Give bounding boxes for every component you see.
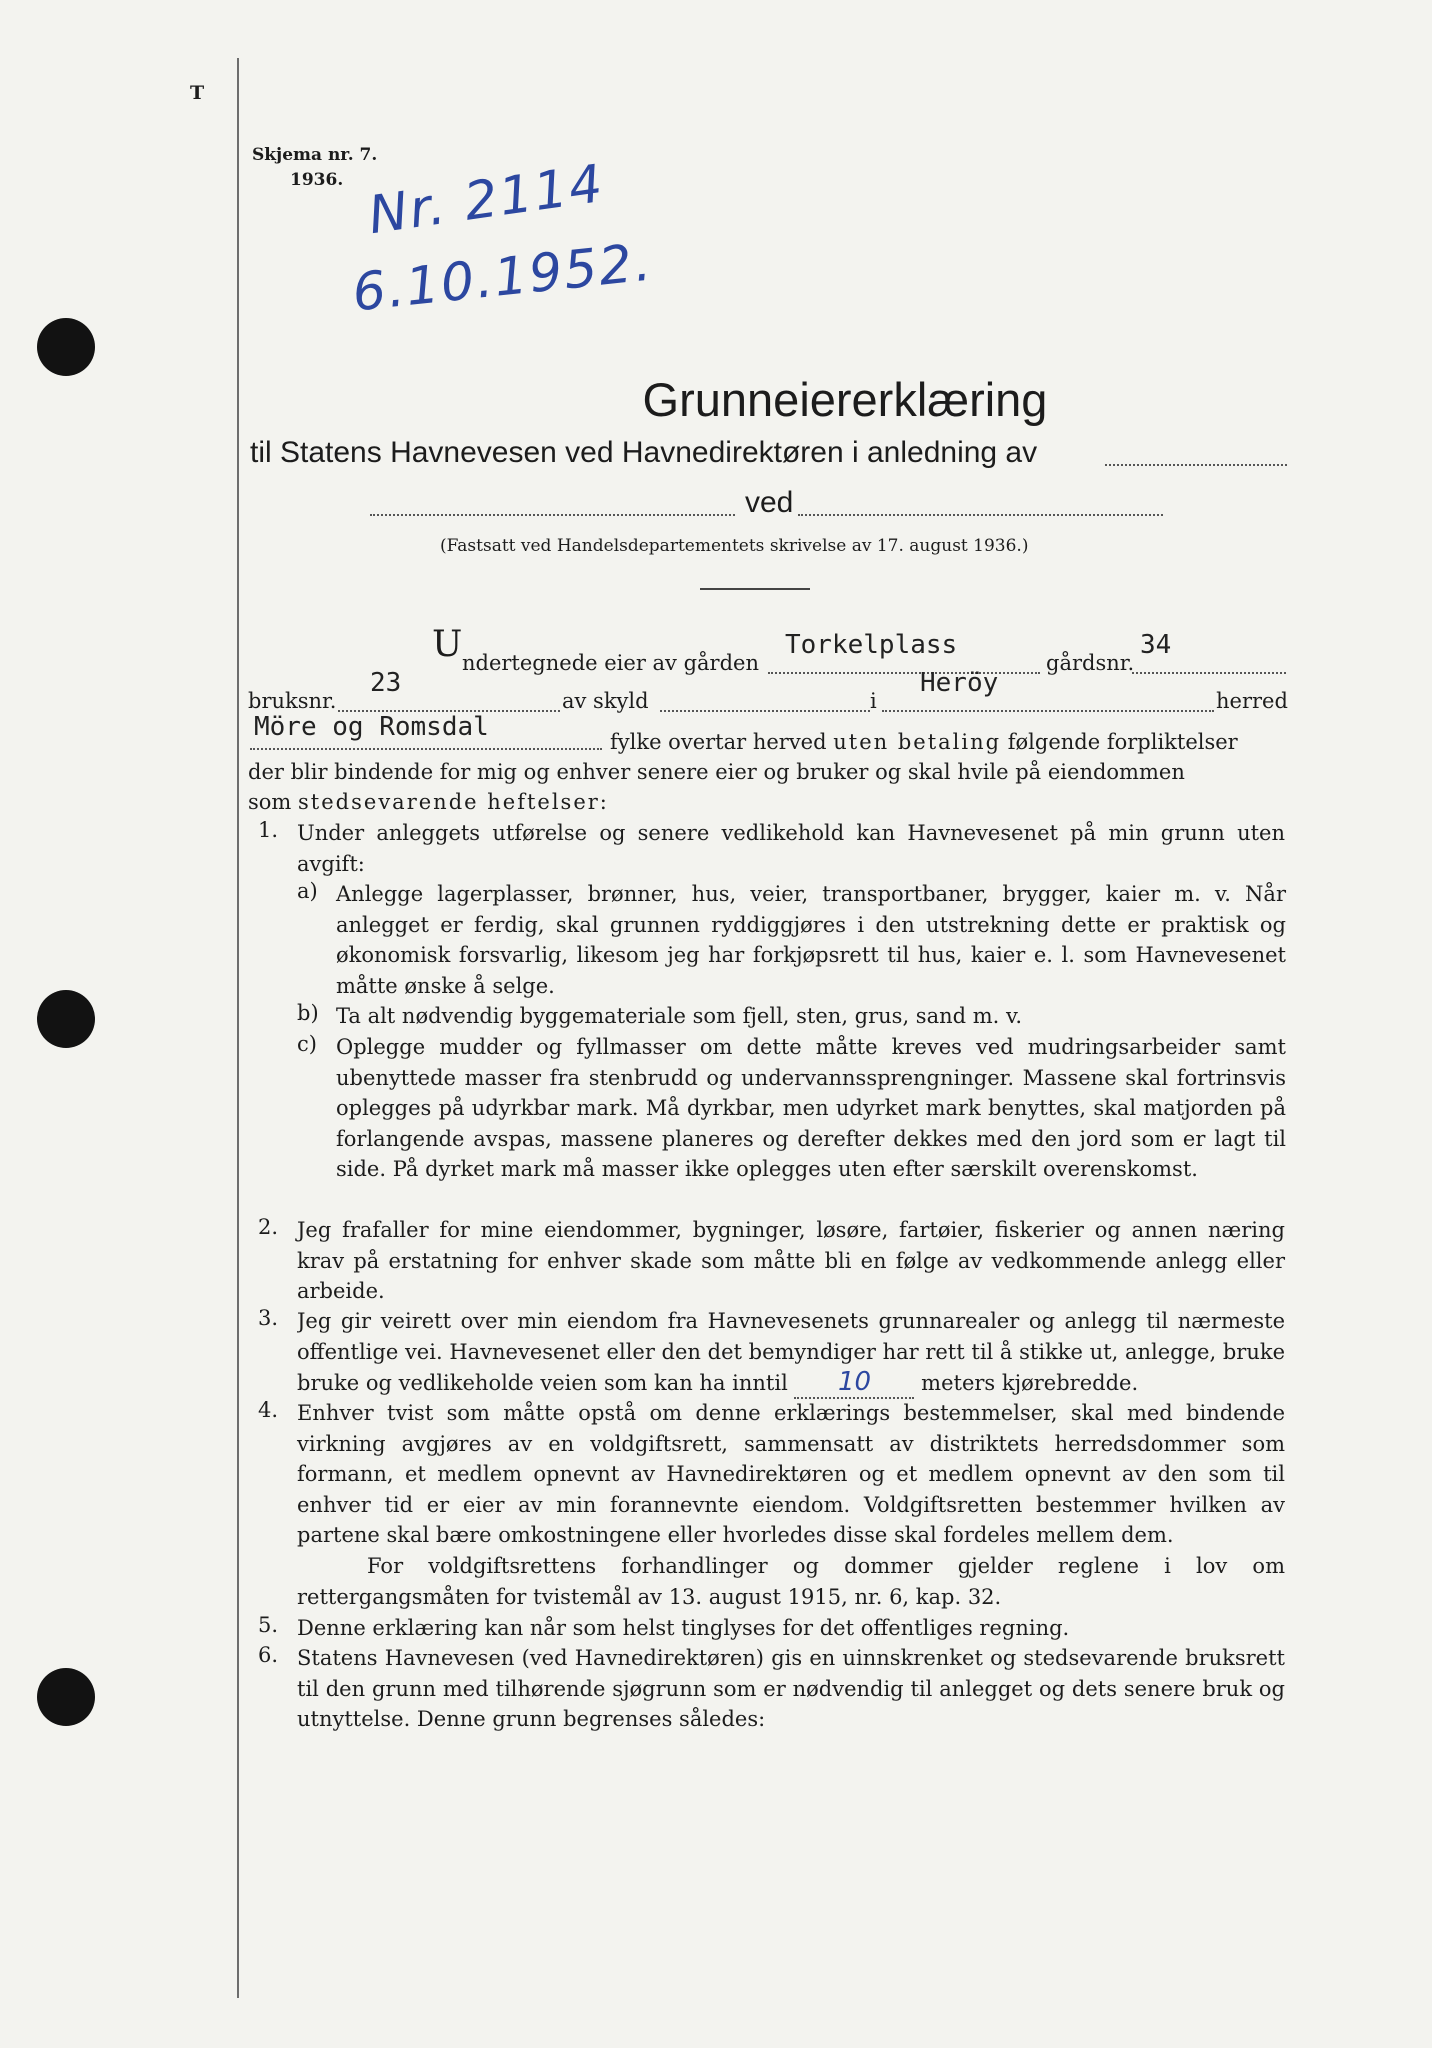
skyld-label: av skyld — [562, 689, 649, 713]
i-label: i — [870, 689, 877, 713]
item-number: b) — [297, 1001, 319, 1025]
item-number: 2. — [258, 1215, 279, 1239]
fill-line — [1105, 464, 1287, 466]
item-1a: Anlegge lagerplasser, brønner, hus, veier, transportbaner, brygger, kaier m. v. Når anlegget er ferdig, skal grunnen ryddiggjøres i den utstrekning dette er praktisk og økonomisk forsvarlig, likesom jeg har forkjøpsrett til hus, kaier e. l. som Havnevesenet måtte ønske å selge. — [336, 882, 1286, 998]
item-4: Enhver tvist som måtte opstå om denne erklærings bestemmelser, skal med bindende virkning avgjøres av en voldgiftsrett, sammensatt av distriktets herredsdommer som formann, et medlem opnevnt av Havnedirektøren og et medlem opnevnt av den som til enhver tid er eier av min forannevnte eiendom. Voldgiftsretten bestemmer hvilken av partene skal bære omkostningene eller hvorledes disse skal fordeles mellem dem. — [297, 1401, 1285, 1547]
item-number: c) — [297, 1032, 317, 1056]
uten-betaling: uten betaling — [833, 730, 1002, 754]
intro-line-3: der blir bindende for mig og enhver senere eier og bruker og skal hvile på eiendommen — [248, 760, 1185, 784]
schema-line-1: Skjema nr. 7. — [252, 145, 378, 165]
intro-som: som — [248, 790, 292, 814]
fill-line — [250, 748, 602, 750]
binder-hole — [37, 1668, 95, 1726]
document-subtitle: til Statens Havnevesen ved Havnedirektøren i anledning av — [250, 436, 1038, 469]
fill-line — [1132, 672, 1286, 674]
binder-hole — [37, 990, 95, 1048]
fill-line — [882, 710, 1214, 712]
intro-rest: følgende forpliktelser — [1007, 730, 1238, 754]
herred-value: Heröy — [920, 668, 999, 698]
handwritten-ref: Nr. 2114 — [364, 153, 608, 247]
page-marker: T — [190, 82, 205, 104]
item-6: Statens Havnevesen (ved Havnedirektøren) gis en uinnskrenket og stedsevarende bruksrett til den grunn med tilhørende sjøgrunn som er nødvendig til anlegget og dets senere bruk og utnyttelse. Denne grunn begrenses således: — [297, 1646, 1285, 1731]
intro-line-4 — [248, 787, 609, 817]
item-number: 1. — [258, 818, 279, 842]
drop-initial: U — [432, 624, 463, 665]
divider — [700, 588, 810, 590]
farm-name: Torkelplass — [785, 630, 958, 660]
item-number: 5. — [258, 1613, 279, 1637]
fill-line — [660, 710, 870, 712]
item-3-tail: bruke og vedlikeholde veien som kan ha inntil — [297, 1371, 788, 1395]
ved-label: ved — [745, 486, 794, 519]
margin-rule — [237, 58, 239, 1998]
schema-label — [252, 143, 377, 193]
item-5: Denne erklæring kan når som helst tinglyses for det offentliges regning. — [297, 1616, 1070, 1640]
item-number: 3. — [258, 1306, 279, 1330]
bruksnr-value: 23 — [370, 668, 402, 698]
fylke-rest: fylke overtar herved — [610, 730, 827, 754]
item-3: Jeg gir veirett over min eiendom fra Havnevesenets grunnarealer og anlegg til nærmeste offentlige vei. Havnevesenet eller den det bemyndiger har rett til å stikke ut, anlegge, bruke — [297, 1309, 1285, 1364]
herred-label: herred — [1216, 689, 1288, 713]
gardsnr-value: 34 — [1140, 630, 1172, 660]
fylke-text — [610, 727, 1238, 757]
handwritten-date: 6.10.1952. — [349, 232, 656, 324]
intro-heftelser: stedsevarende heftelser: — [298, 790, 609, 814]
intro-text: ndertegnede eier av gården — [462, 651, 759, 675]
item-2: Jeg frafaller for mine eiendommer, bygninger, løsøre, fartøier, fiskerier og annen næring krav på erstatning for enhver skade som måtte bli en følge av vedkommende anlegg eller arbeide. — [297, 1218, 1285, 1303]
document-title: Grunneiererklæring — [642, 373, 1048, 426]
gardsnr-label: gårdsnr. — [1046, 651, 1135, 675]
item-1: Under anleggets utførelse og senere vedlikehold kan Havnevesenet på min grunn uten avgift: — [297, 821, 1285, 876]
bruksnr-label: bruksnr. — [248, 689, 337, 713]
item-number: a) — [297, 879, 318, 903]
fill-line — [798, 514, 1163, 516]
item-1c: Oplegge mudder og fyllmasser om dette måtte kreves ved mudringsarbeider samt ubenyttede masser fra stenbrudd og undervannssprengninger. Massene skal fortrinsvis oplegges på udyrkbar mark. Må dyrkbar, men udyrket mark benyttes, skal matjorden på forlangende avspas, massene planeres og derefter dekkes med den jord som er lagt til side. På dyrket mark må masser ikke oplegges uten efter særskilt overenskomst. — [336, 1035, 1286, 1181]
item-4-continued: For voldgiftsrettens forhandlinger og dommer gjelder reglene i lov om rettergangsmåten for tvistemål av 13. august 1915, nr. 6, kap. 32. — [297, 1554, 1285, 1609]
fill-line — [768, 672, 1040, 674]
item-number: 4. — [258, 1398, 279, 1422]
item-1b: Ta alt nødvendig byggemateriale som fjell, sten, grus, sand m. v. — [336, 1004, 1023, 1028]
fastsatt-note: (Fastsatt ved Handelsdepartementets skrivelse av 17. august 1936.) — [440, 536, 1029, 556]
schema-line-2: 1936. — [290, 170, 344, 190]
road-width-value: 10 — [794, 1367, 914, 1399]
fill-line — [370, 514, 735, 516]
fylke-value: Möre og Romsdal — [254, 712, 489, 742]
item-number: 6. — [258, 1643, 279, 1667]
item-3-last-line — [297, 1367, 1138, 1399]
item-3-unit: meters kjørebredde. — [921, 1371, 1139, 1395]
binder-hole — [37, 318, 95, 376]
